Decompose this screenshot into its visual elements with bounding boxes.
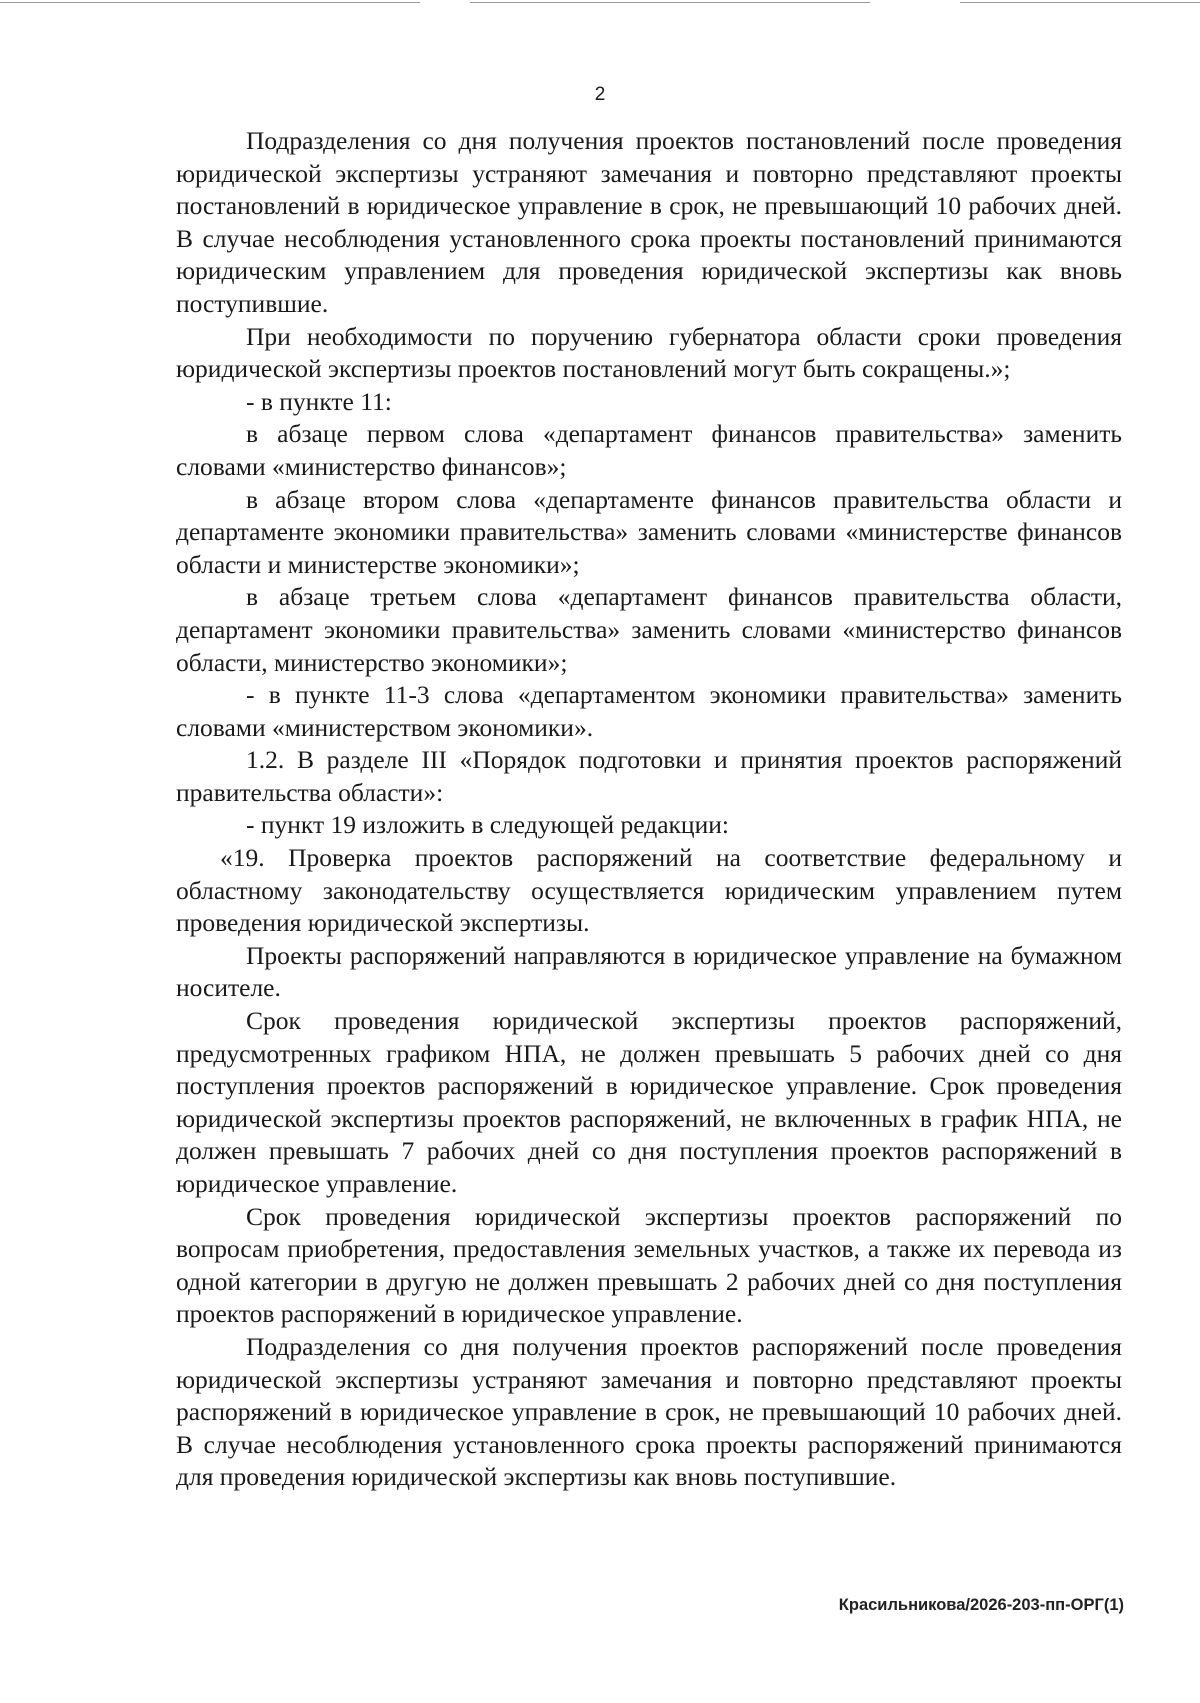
document-footer-reference: Красильникова/2026-203-пп-ОРГ(1) — [838, 1596, 1124, 1614]
scan-edge-line — [960, 2, 1200, 3]
paragraph: - пункт 19 изложить в следующей редакции: — [246, 810, 729, 840]
paragraph: Проекты распоряжений направляются в юридическое управление на бумажном носителе. — [176, 940, 1122, 1003]
document-body — [176, 125, 1122, 1494]
paragraph: Срок проведения юридической экспертизы проектов распоряжений, предусмотренных графиком НПА, не должен превышать 5 рабочих дней со дня поступления проектов распоряжений в юридическое управление. Срок проведения юридической экспертизы проектов распоряжений, не включенных в график НПА, не должен превышать 7 рабочих дней со дня поступления проектов распоряжений в юридическое управление. — [176, 1006, 1122, 1198]
scan-edge-line — [0, 2, 420, 3]
paragraph: в абзаце третьем слова «департамент финансов правительства области, департамент экономики правительства» заменить словами «министерство финансов области, министерство экономики»; — [176, 582, 1122, 677]
paragraph: - в пункте 11: — [246, 386, 392, 416]
scan-edge-line — [470, 2, 870, 3]
paragraph: в абзаце втором слова «департаменте финансов правительства области и департаменте экономики правительства» заменить словами «министерстве финансов области и министерстве экономики»; — [176, 484, 1122, 579]
paragraph: - в пункте 11-3 слова «департаментом экономики правительства» заменить словами «министерством экономики». — [176, 680, 1122, 742]
paragraph: Подразделения со дня получения проектов постановлений после проведения юридической экспертизы устраняют замечания и повторно представляют проекты постановлений в юридическое управление в срок, не превышающий 10 рабочих дней. В случае несоблюдения установленного срока проекты постановлений принимаются юридическим управлением для проведения юридической экспертизы как вновь поступившие. — [176, 126, 1122, 318]
page-number: 2 — [594, 84, 606, 105]
paragraph: «19. Проверка проектов распоряжений на соответствие федеральному и областному законодательству осуществляется юридическим управлением путем проведения юридической экспертизы. — [176, 843, 1122, 938]
paragraph: 1.2. В разделе III «Порядок подготовки и принятия проектов распоряжений правительства области»: — [176, 745, 1122, 807]
paragraph: Срок проведения юридической экспертизы проектов распоряжений по вопросам приобретения, предоставления земельных участков, а также их перевода из одной категории в другую не должен превышать 2 рабочих дней со дня поступления проектов распоряжений в юридическое управление. — [176, 1201, 1122, 1329]
paragraph: При необходимости по поручению губернатора области сроки проведения юридической экспертизы проектов постановлений могут быть сокращены.»; — [176, 321, 1122, 384]
paragraph: Подразделения со дня получения проектов распоряжений после проведения юридической экспертизы устраняют замечания и повторно представляют проекты распоряжений в юридическое управление в срок, не превышающий 10 рабочих дней. В случае несоблюдения установленного срока проекты распоряжений принимаются для проведения юридической экспертизы как вновь поступившие. — [176, 1331, 1122, 1492]
paragraph: в абзаце первом слова «департамент финансов правительства» заменить словами «министерство финансов»; — [176, 419, 1122, 481]
